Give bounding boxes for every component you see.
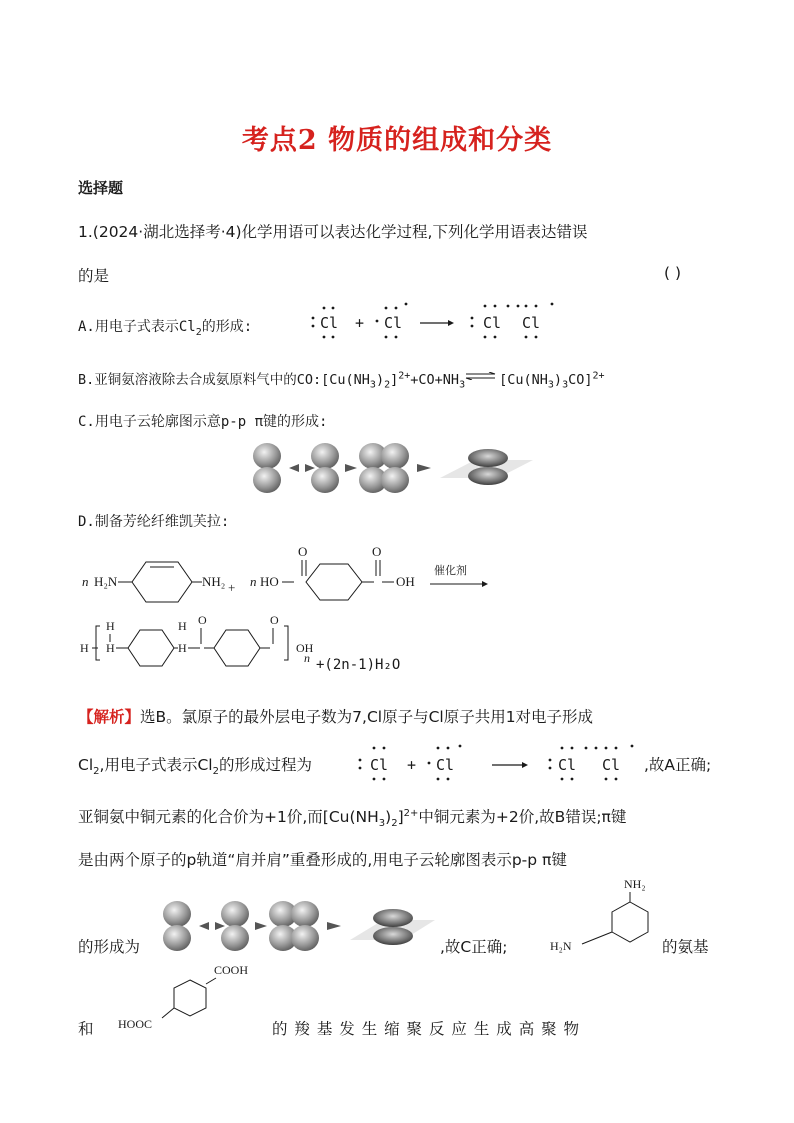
analysis-line-6a: 和 (78, 1020, 94, 1038)
svg-text:H: H (178, 619, 187, 633)
svg-text:H: H (106, 619, 115, 633)
analysis-line-6b: 的 羧 基 发 生 缩 聚 反 应 生 成 高 聚 物 (272, 1020, 581, 1038)
svg-text:H: H (106, 641, 115, 655)
analysis-line-3: 亚铜氨中铜元素的化合价为+1价,而$[Cu(NH_3)_2]^{2+}$中铜元素为+2价,故B错误;π键 (78, 807, 627, 830)
analysis-line-2-end: ,故A正确; (644, 756, 712, 774)
analysis-line-2: $Cl_2$,用电子式表示$Cl_2$的形成过程为 (78, 756, 312, 778)
analysis-line-5a: 的形成为 (78, 938, 141, 956)
svg-text:O: O (270, 613, 279, 627)
svg-text:COOH: COOH (214, 963, 249, 977)
analysis-line-5c: 的氨基 (662, 938, 709, 956)
arrow-right-3 (417, 464, 431, 472)
cl-product-2: Cl (522, 314, 541, 332)
arrow-right-1 (289, 464, 299, 472)
svg-text:Cl: Cl (436, 756, 455, 774)
svg-text:Cl: Cl (370, 756, 389, 774)
equilibrium-arrow (465, 368, 499, 384)
arrow-right-2 (345, 464, 357, 472)
orbital-2 (311, 443, 339, 493)
svg-text:HOOC: HOOC (118, 1017, 153, 1031)
option-a-electron-formula (300, 296, 570, 342)
p-orbital-diagram-analysis (155, 898, 435, 954)
option-c-label: C.用电子云轮廓图示意p-p π键的形成: (78, 414, 328, 430)
svg-text:OH: OH (396, 574, 415, 589)
analysis-line-1: 【解析】选B。氯原子的最外层电子数为7,Cl原子与Cl原子共用1对电子形成 (78, 708, 594, 726)
svg-text:NH₂: NH₂ (202, 574, 226, 589)
svg-text:HO: HO (260, 574, 279, 589)
svg-text:NH₂: NH₂ (624, 877, 646, 891)
svg-text:Cl: Cl (558, 756, 577, 774)
arrow-left-1 (305, 464, 315, 472)
option-d-label: D.制备芳纶纤维凯芙拉: (78, 514, 230, 530)
option-a-label: A.用电子式表示$Cl_2$的形成: (78, 319, 253, 338)
p-phenylenediamine-structure (548, 876, 658, 966)
cl-atom-1: Cl (320, 314, 339, 332)
analysis-electron-formula (350, 738, 650, 784)
orbital-overlap (359, 443, 409, 493)
svg-text:n: n (82, 574, 89, 589)
svg-text:O: O (372, 544, 382, 559)
section-heading: 选择题 (78, 179, 124, 197)
question-line-1: 1.(2024·湖北选择考·4)化学用语可以表达化学过程,下列化学用语表达错误 (78, 223, 588, 241)
cl-atom-2: Cl (384, 314, 403, 332)
water-byproduct: +(2n-1)H₂O (316, 657, 401, 673)
analysis-line-4: 是由两个原子的p轨道“肩并肩”重叠形成的,用电子云轮廓图表示p-p π键 (78, 851, 567, 869)
terephthalic-acid-structure (116, 958, 276, 1038)
reactants-structure (78, 540, 498, 610)
svg-text:H₂N: H₂N (550, 939, 572, 953)
analysis-line-5b: ,故C正确; (440, 938, 508, 956)
page-title: 考点2 物质的组成和分类 (241, 125, 553, 156)
pi-bond-cloud (440, 449, 533, 485)
answer-bracket: ( ) (664, 264, 682, 282)
svg-text:n: n (304, 651, 310, 665)
p-orbital-diagram-c (245, 440, 535, 496)
svg-text:H₂N: H₂N (94, 574, 118, 589)
option-b-label: B.亚铜氨溶液除去合成氨原料气中的$CO:[Cu(NH_3)_2]^{2+}+CO+NH_3$ $[Cu(NH_3)_3CO]^{2+}$ (78, 368, 605, 391)
svg-text:n: n (250, 574, 257, 589)
svg-text:+: + (407, 756, 417, 774)
svg-text:催化剂: 催化剂 (434, 565, 467, 577)
svg-text:O: O (298, 544, 308, 559)
svg-text:OH: OH (296, 641, 314, 655)
svg-text:O: O (198, 613, 207, 627)
plus-sign: + (355, 314, 365, 332)
svg-text:+: + (228, 580, 236, 595)
cl-product-1: Cl (483, 314, 502, 332)
svg-text:H: H (80, 641, 89, 655)
svg-text:Cl: Cl (602, 756, 621, 774)
orbital-1 (253, 443, 281, 493)
question-line-2: 的是 (78, 267, 110, 285)
analysis-tag: 【解析】 (78, 708, 141, 726)
svg-text:H: H (178, 641, 187, 655)
